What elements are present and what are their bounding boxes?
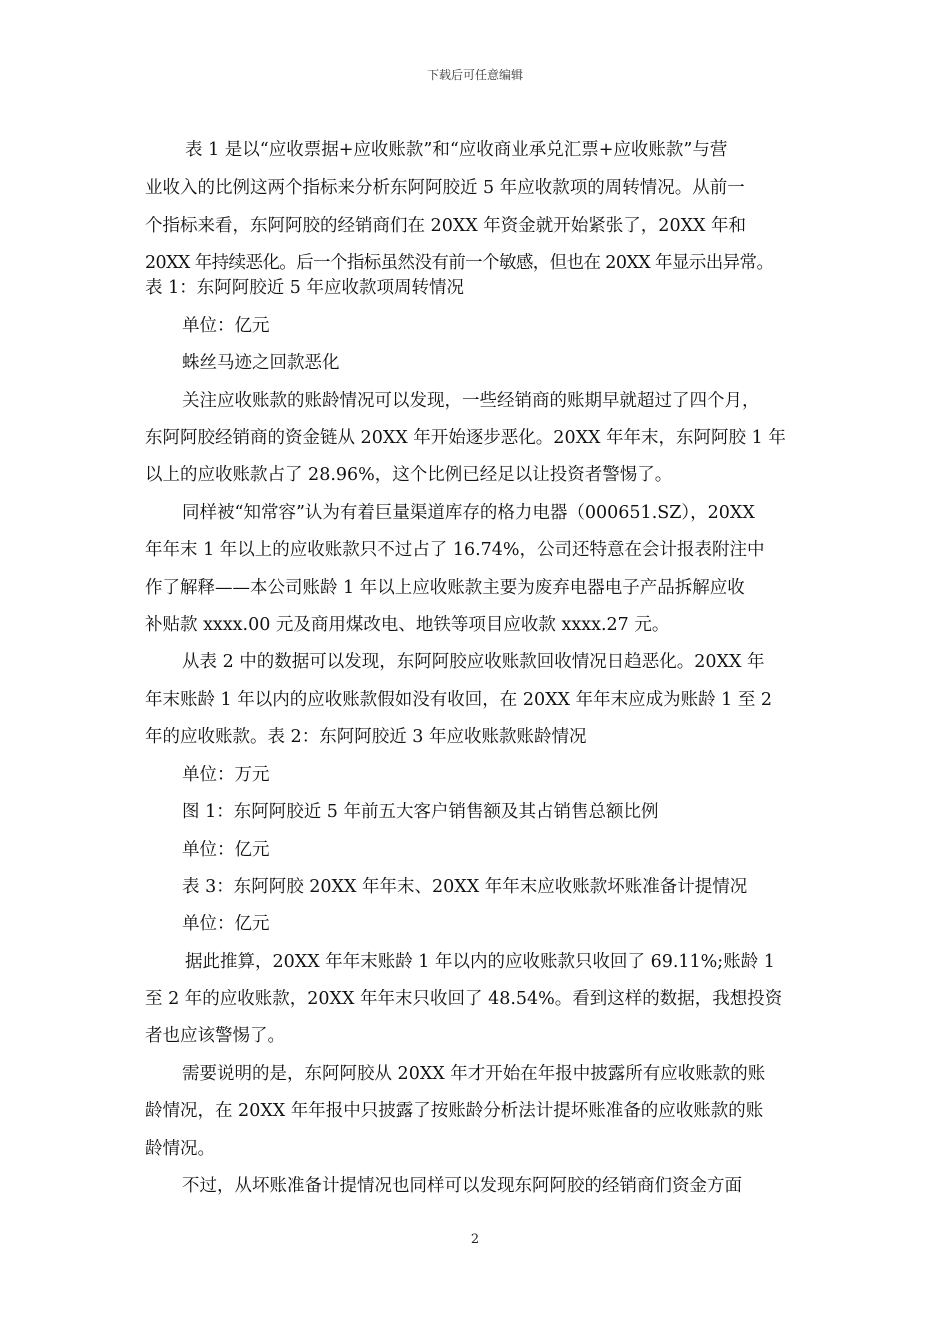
text-line: 表 1 是以“应收票据+应收账款”和“应收商业承兑汇票+应收账款”与营 xyxy=(185,140,728,160)
text-line: 图 1：东阿阿胶近 5 年前五大客户销售额及其占销售总额比例 xyxy=(182,802,659,822)
text-line: 至 2 年的应收账款，20XX 年年末只收回了 48.54%。看到这样的数据，我想投资 xyxy=(145,989,783,1009)
text-line: 以上的应收账款占了 28.96%，这个比例已经足以让投资者警惕了。 xyxy=(145,465,673,485)
text-line: 同样被“知常容”认为有着巨量渠道库存的格力电器（000651.SZ），20XX xyxy=(182,503,755,523)
text-line: 不过，从坏账准备计提情况也同样可以发现东阿阿胶的经销商们资金方面 xyxy=(182,1176,742,1196)
text-line: 从表 2 中的数据可以发现，东阿阿胶应收账款回收情况日趋恶化。20XX 年 xyxy=(182,652,765,672)
text-line: 表 1：东阿阿胶近 5 年应收款项周转情况 xyxy=(145,278,464,298)
text-line: 单位：亿元 xyxy=(182,316,270,336)
text-line: 作了解释——本公司账龄 1 年以上应收账款主要为废弃电器电子产品拆解应收 xyxy=(145,578,745,598)
text-line: 东阿阿胶经销商的资金链从 20XX 年开始逐步恶化。20XX 年年末，东阿阿胶 1 年 xyxy=(145,428,786,448)
text-line: 需要说明的是，东阿阿胶从 20XX 年才开始在年报中披露所有应收账款的账 xyxy=(182,1064,766,1084)
text-line: 单位：亿元 xyxy=(182,840,270,860)
text-line: 据此推算，20XX 年年末账龄 1 年以内的应收账款只收回了 69.11%;账龄 1 xyxy=(185,952,775,972)
text-line: 关注应收账款的账龄情况可以发现，一些经销商的账期早就超过了四个月， xyxy=(182,391,760,411)
text-line: 单位：亿元 xyxy=(182,914,270,934)
text-line: 年末账龄 1 年以内的应收账款假如没有收回，在 20XX 年年末应成为账龄 1 至 2 xyxy=(145,690,773,710)
text-line: 个指标来看，东阿阿胶的经销商们在 20XX 年资金就开始紧张了，20XX 年和 xyxy=(145,216,747,236)
text-line: 单位：万元 xyxy=(182,765,270,785)
text-line: 表 3：东阿阿胶 20XX 年年末、20XX 年年末应收账款坏账准备计提情况 xyxy=(182,877,748,897)
text-line: 年年末 1 年以上的应收账款只不过占了 16.74%，公司还特意在会计报表附注中 xyxy=(145,540,765,560)
page-header: 下载后可任意编辑 xyxy=(426,68,523,82)
text-line: 20XX 年持续恶化。后一个指标虽然没有前一个敏感，但也在 20XX 年显示出异常。 xyxy=(145,253,774,273)
page-number: 2 xyxy=(470,1232,480,1247)
text-line: 补贴款 xxxx.00 元及商用煤改电、地铁等项目应收款 xxxx.27 元。 xyxy=(145,615,670,635)
text-line: 龄情况。 xyxy=(145,1139,215,1159)
text-line: 者也应该警惕了。 xyxy=(145,1026,285,1046)
text-line: 蛛丝马迹之回款恶化 xyxy=(182,353,340,373)
text-line: 龄情况，在 20XX 年年报中只披露了按账龄分析法计提坏账准备的应收账款的账 xyxy=(145,1101,764,1121)
text-line: 年的应收账款。表 2：东阿阿胶近 3 年应收账款账龄情况 xyxy=(145,727,587,747)
text-line: 业收入的比例这两个指标来分析东阿阿胶近 5 年应收款项的周转情况。从前一 xyxy=(145,178,745,198)
